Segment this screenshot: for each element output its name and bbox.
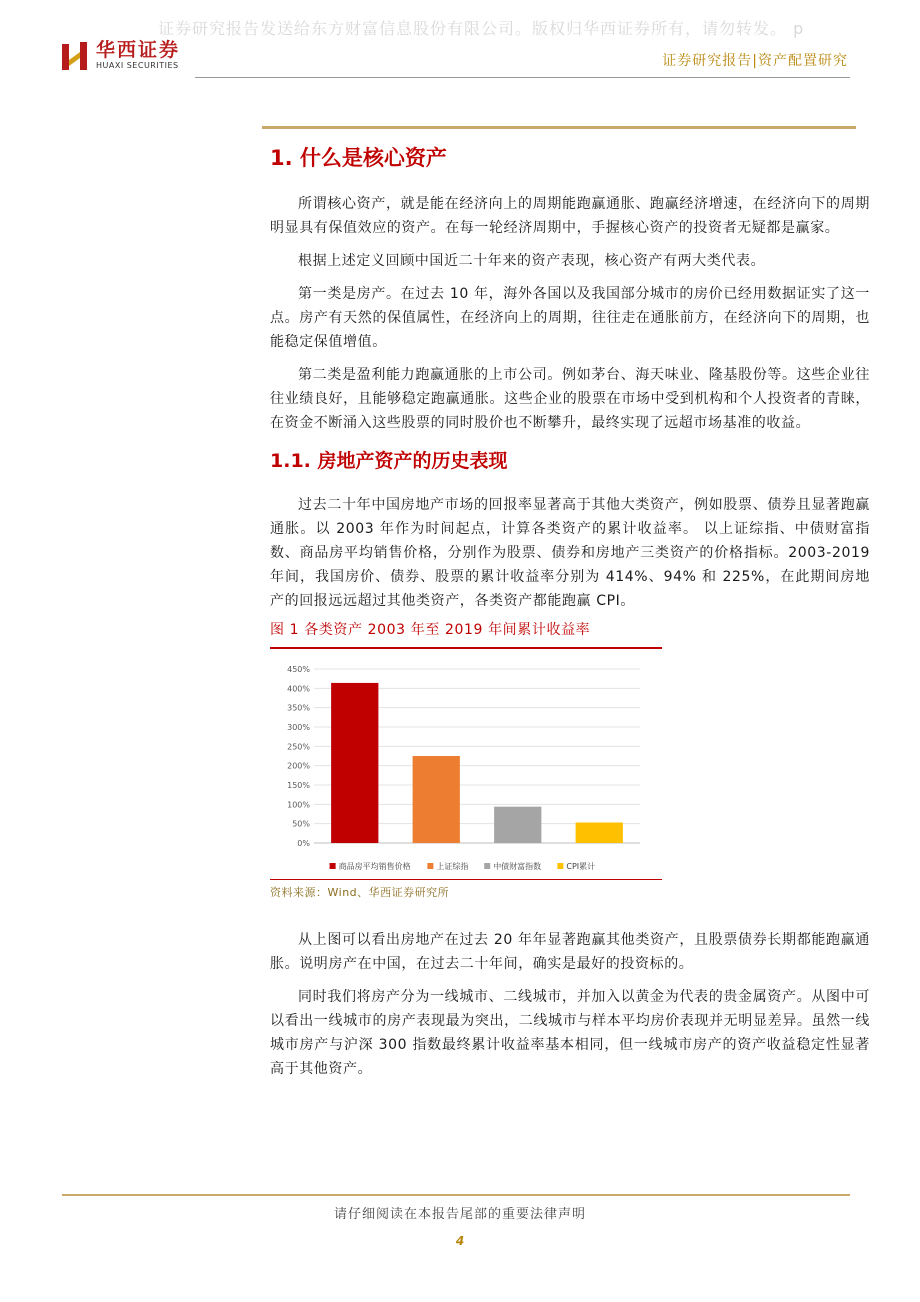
chart-bars [331,683,623,843]
section-top-divider [262,126,856,129]
chart-legend [330,861,596,871]
bar-chart-svg [270,649,662,879]
chart-legend-label: CPI累计 [566,862,596,871]
chart-y-tick-label: 100% [287,800,310,810]
chart-legend-label: 中债财富指数 [493,862,542,871]
chart-bar-1 [331,683,378,843]
chart-legend-swatch [557,863,563,869]
chart-y-tick-label: 400% [287,684,310,694]
paragraph: 所谓核心资产，就是能在经济向上的周期能跑赢通胀、跑赢经济增速，在经济向下的周期明显具有保值效应的资产。在每一轮经济周期中，手握核心资产的投资者无疑都是赢家。 [270,196,870,236]
paragraph: 第一类是房产。在过去 10 年，海外各国以及我国部分城市的房价已经用数据证实了这一点。房产有天然的保值属性，在经济向上的周期，往往走在通胀前方，在经济向下的周期，也能稳定保值增值。 [270,286,870,350]
bar-chart [270,649,662,879]
paragraph: 过去二十年中国房地产市场的回报率显著高于其他大类资产，例如股票、债券且显著跑赢通胀。以 2003 年作为时间起点，计算各类资产的累计收益率。 以上证综指、中债财富指数、商品房平均销售价格，分别作为股票、债券和房地产三类资产的价格指标。2003-2019 年间，我国房价、债券、股票的累计收益率分别为 414%、94% 和 225%，在此期间房地产的回报远远超过其他类资产，各类资产都能跑赢 CPI。 [270,497,870,609]
main-content [270,138,870,1081]
chart-y-tick-label: 150% [287,781,310,790]
chart-bar-3 [494,807,541,843]
chart-y-tick-label: 300% [287,723,310,732]
logo-en-text: HUAXI SECURITIES [96,61,179,70]
logo-icon [60,40,90,72]
chart-y-ticks [287,665,310,848]
chart-y-tick-label: 350% [287,703,310,713]
paragraph: 从上图可以看出房地产在过去 20 年年显著跑赢其他类资产，且股票债券长期都能跑赢通胀。说明房产在中国，在过去二十年间，确实是最好的投资标的。 [270,932,870,972]
chart-legend-label: 上证综指 [436,862,469,871]
figure-title: 图 1 各类资产 2003 年至 2019 年间累计收益率 [270,622,591,638]
chart-y-tick-label: 250% [287,742,310,752]
chart-legend-swatch [484,863,490,869]
legal-disclaimer-notice: 请仔细阅读在本报告尾部的重要法律声明 [333,1207,586,1222]
chart-bar-4 [576,823,623,843]
page-number: 4 [455,1234,465,1248]
paragraph: 同时我们将房产分为一线城市、二线城市，并加入以黄金为代表的贵金属资产。从图中可以看出一线城市的房产表现最为突出，二线城市与样本平均房价表现并无明显差异。虽然一线城市房产与沪深 300 指数最终累计收益率基本相同，但一线城市房产的资产收益稳定性显著高于其他资产。 [270,989,870,1077]
company-logo [60,40,180,72]
chart-y-tick-label: 200% [287,761,310,771]
paragraph: 第二类是盈利能力跑赢通胀的上市公司。例如茅台、海天味业、隆基股份等。这些企业往往业绩良好，且能够稳定跑赢通胀。这些企业的股票在市场中受到机构和个人投资者的青睐，在资金不断涌入这些股票的同时股价也不断攀升，最终实现了远超市场基准的收益。 [270,367,870,431]
chart-legend-swatch [330,863,336,869]
footer-divider [62,1194,850,1196]
chart-y-tick-label: 450% [287,665,310,674]
chart-bar-2 [413,756,460,843]
figure-source: 资料来源：Wind、华西证券研究所 [270,879,662,900]
paragraph: 根据上述定义回顾中国近二十年来的资产表现，核心资产有两大类代表。 [298,253,766,269]
header-divider [195,77,850,78]
chart-y-tick-label: 0% [297,839,310,848]
chart-y-tick-label: 50% [292,819,310,829]
section-1-heading: 1. 什么是核心资产 [270,146,447,170]
watermark-text: 证券研究报告发送给东方财富信息股份有限公司。版权归华西证券所有，请勿转发。 p [158,19,805,38]
chart-legend-swatch [427,863,433,869]
chart-legend-label: 商品房平均销售价格 [338,862,411,871]
logo-cn-text: 华西证券 [96,39,181,61]
report-type-label: 证券研究报告|资产配置研究 [662,53,848,69]
section-1-1-heading: 1.1. 房地产资产的历史表现 [270,450,508,472]
